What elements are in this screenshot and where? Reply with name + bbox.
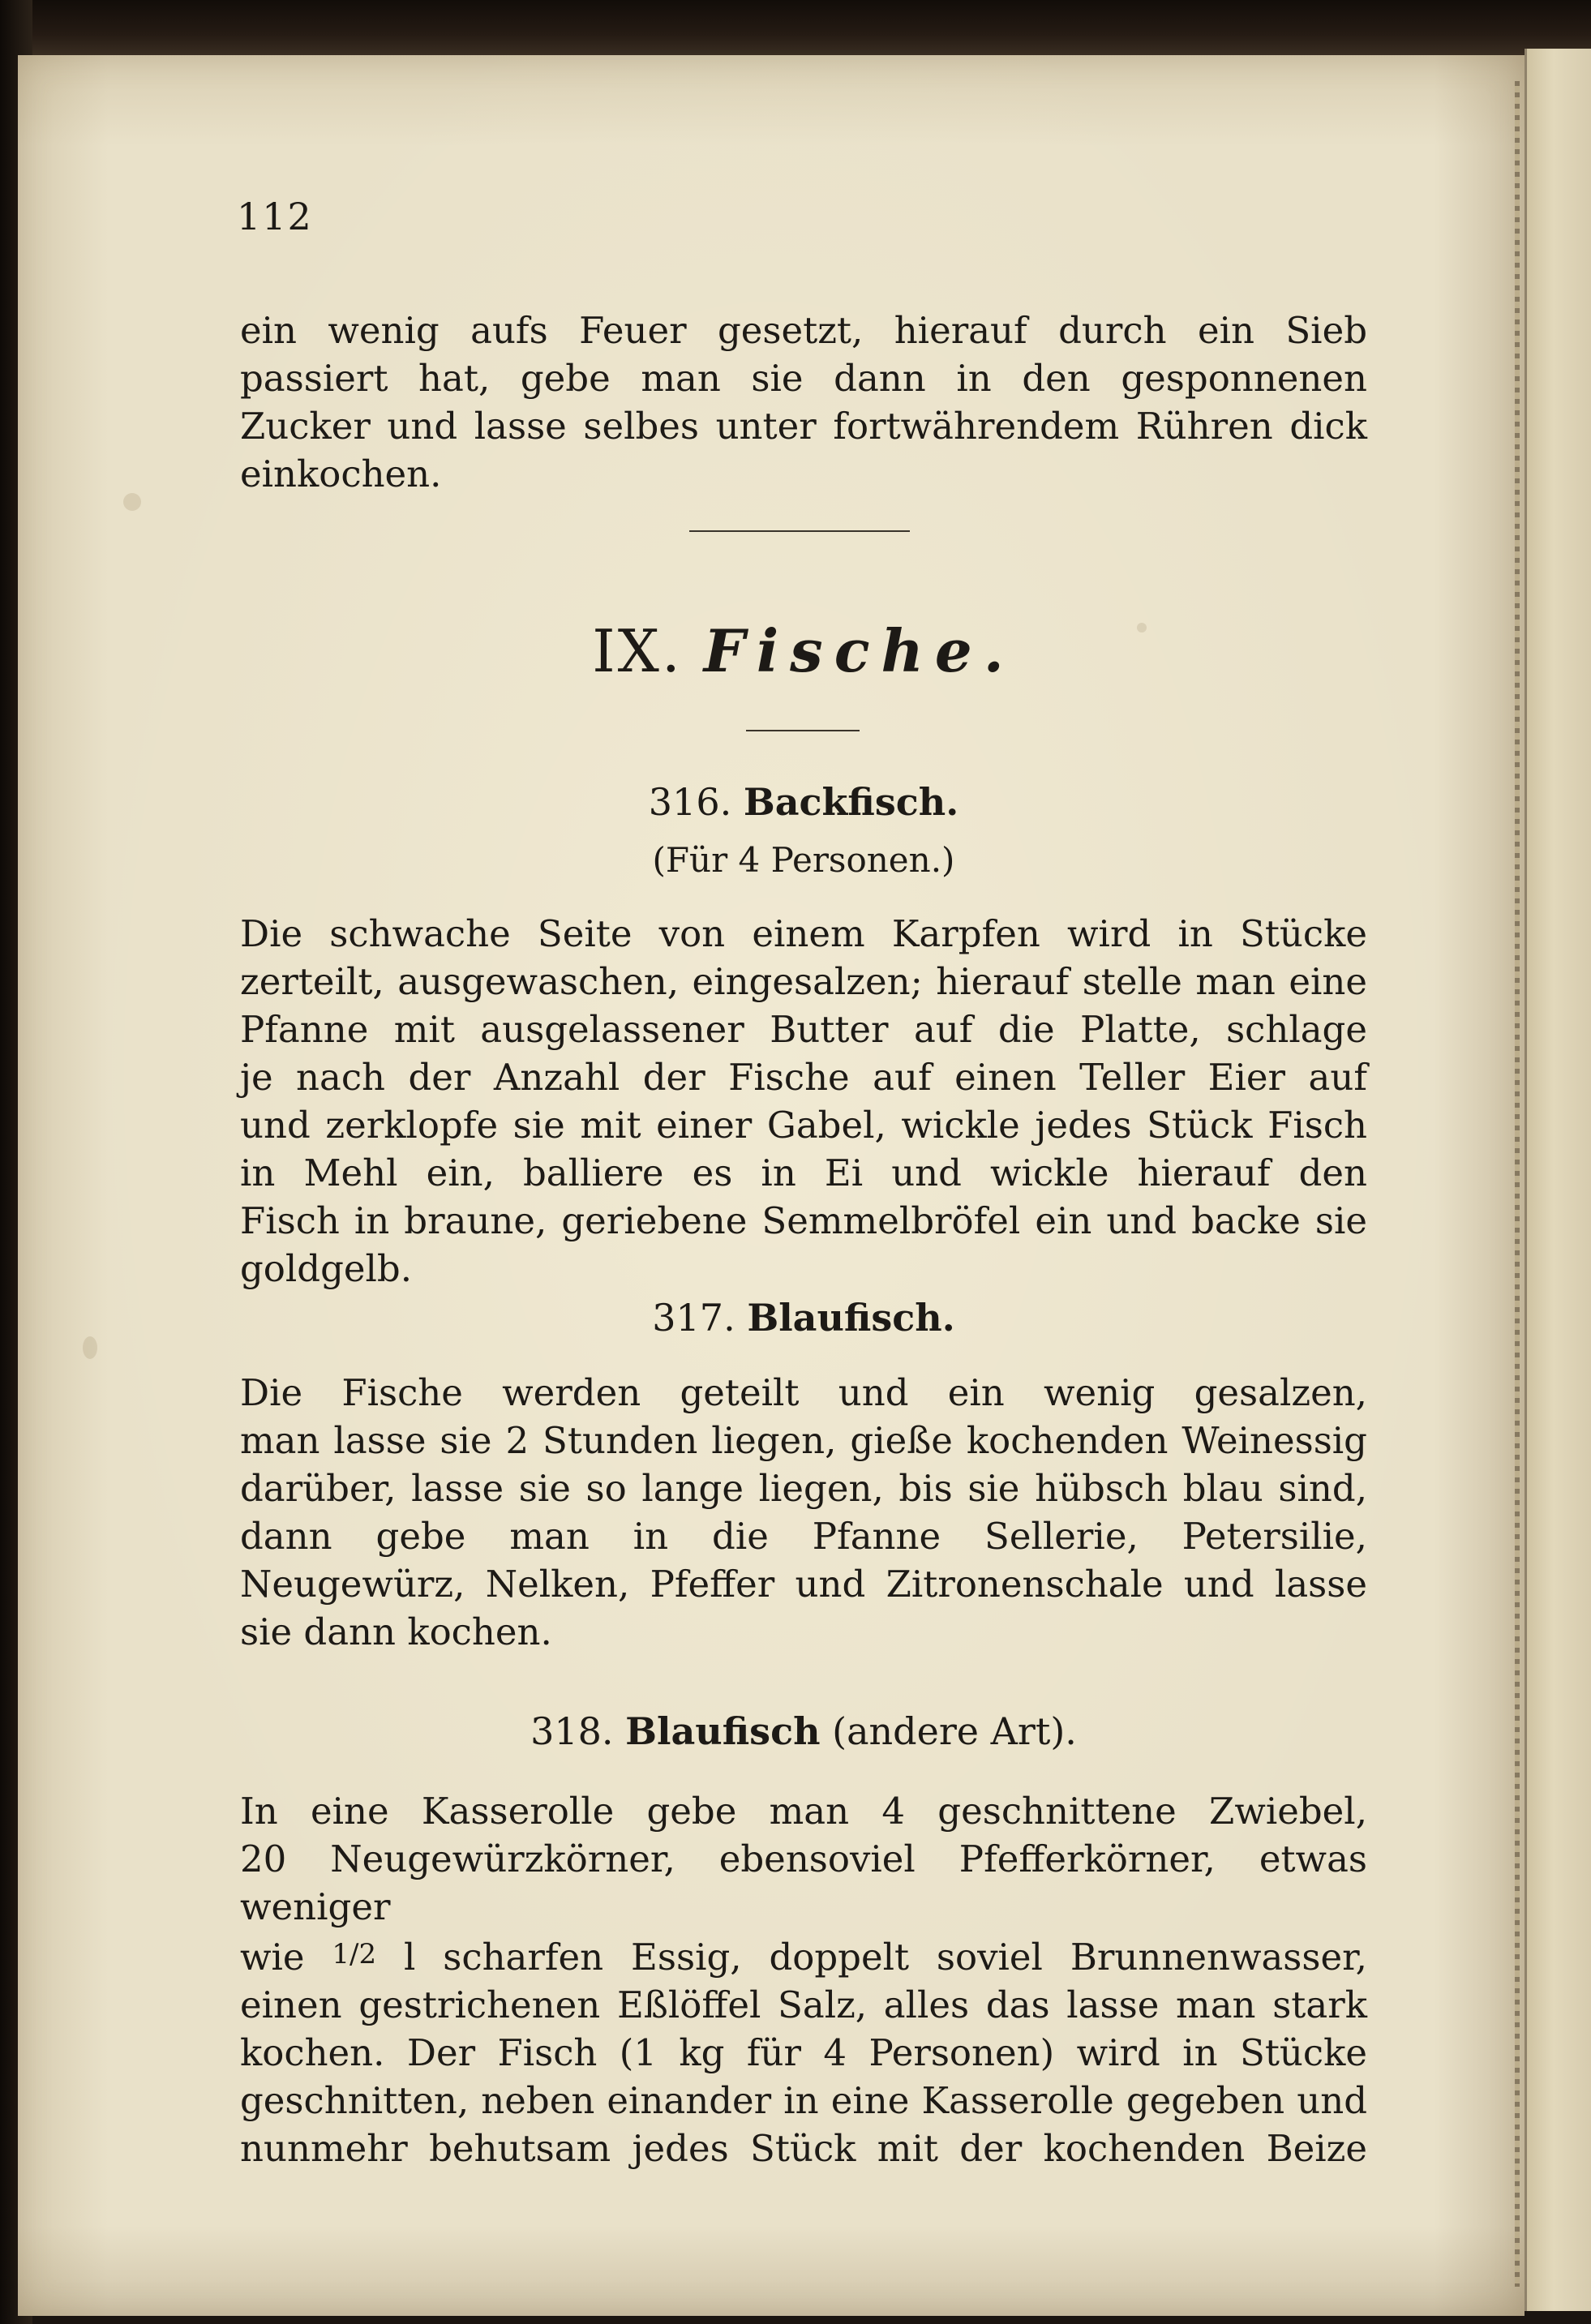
chapter-numeral: IX. xyxy=(592,617,683,685)
recipe-heading xyxy=(240,1709,1367,1753)
text-line: man lasse sie 2 Stunden liegen, gieße kochenden Weinessig xyxy=(240,1419,1367,1462)
text-line: Neugewürz, Nelken, Pfeffer und Zitronenschale und lasse xyxy=(240,1563,1367,1606)
recipe-name: Backfisch. xyxy=(743,780,959,824)
recipe-name: Blaufisch xyxy=(625,1709,821,1753)
section-divider xyxy=(689,530,910,532)
continuation-paragraph xyxy=(240,307,1367,498)
text-fragment: l scharfen Essig, doppelt soviel Brunnenwasser, xyxy=(404,1936,1367,1979)
chapter-heading xyxy=(240,616,1367,685)
adjacent-page-edge xyxy=(1525,49,1591,2311)
recipe-number: 316. xyxy=(648,780,732,824)
recipe-paragraph xyxy=(240,910,1367,1293)
chapter-title: Fische. xyxy=(703,616,1015,685)
text-line: zerteilt, ausgewaschen, eingesalzen; hierauf stelle man eine xyxy=(240,960,1367,1003)
text-line: goldgelb. xyxy=(240,1247,413,1290)
recipe-number: 318. xyxy=(530,1709,614,1753)
text-line: Die Fische werden geteilt und ein wenig gesalzen, xyxy=(240,1371,1367,1414)
text-line: kochen. Der Fisch (1 kg für 4 Personen) wird in Stücke xyxy=(240,2031,1367,2074)
text-line: einkochen. xyxy=(240,452,442,495)
recipe-name: Blaufisch. xyxy=(747,1296,955,1340)
text-line: sie dann kochen. xyxy=(240,1610,552,1653)
text-line: ein wenig aufs Feuer gesetzt, hierauf durch ein Sieb xyxy=(240,309,1367,352)
text-line xyxy=(240,1931,1367,1981)
text-line: dann gebe man in die Pfanne Sellerie, Petersilie, xyxy=(240,1515,1367,1558)
text-line: einen gestrichenen Eßlöffel Salz, alles das lasse man stark xyxy=(240,1983,1367,2026)
fraction: 1/2 xyxy=(332,1938,377,1970)
recipe-paragraph xyxy=(240,1787,1367,2172)
text-line: nunmehr behutsam jedes Stück mit der kochenden Beize xyxy=(240,2127,1367,2170)
text-line: und zerklopfe sie mit einer Gabel, wickle jedes Stück Fisch xyxy=(240,1104,1367,1147)
text-line: Fisch in braune, geriebene Semmelbröfel ein und backe sie xyxy=(240,1199,1367,1242)
paper-spot xyxy=(83,1336,97,1359)
text-fragment: wie xyxy=(240,1936,305,1979)
recipe-paragraph xyxy=(240,1369,1367,1656)
text-line: je nach der Anzahl der Fische auf einen Teller Eier auf xyxy=(240,1056,1367,1099)
page-number: 112 xyxy=(237,195,313,238)
recipe-heading xyxy=(240,1296,1367,1340)
text-line: Pfanne mit ausgelassener Butter auf die Platte, schlage xyxy=(240,1008,1367,1051)
paper-spot xyxy=(123,493,141,511)
text-line: darüber, lasse sie so lange liegen, bis sie hübsch blau sind, xyxy=(240,1467,1367,1510)
text-line: passiert hat, gebe man sie dann in den gesponnenen xyxy=(240,357,1367,400)
chapter-underline xyxy=(746,730,860,731)
text-line: Die schwache Seite von einem Karpfen wird in Stücke xyxy=(240,912,1367,955)
text-line: in Mehl ein, balliere es in Ei und wickle hierauf den xyxy=(240,1151,1367,1194)
text-line: geschnitten, neben einander in eine Kasserolle gegeben und xyxy=(240,2079,1367,2122)
recipe-number: 317. xyxy=(652,1296,735,1340)
recipe-name-suffix: (andere Art). xyxy=(832,1709,1077,1753)
text-line: Zucker und lasse selbes unter fortwährendem Rühren dick xyxy=(240,405,1367,448)
book-binding-top xyxy=(0,0,1591,57)
text-line: In eine Kasserolle gebe man 4 geschnittene Zwiebel, xyxy=(240,1790,1367,1833)
recipe-servings: (Für 4 Personen.) xyxy=(652,840,955,880)
recipe-heading xyxy=(240,780,1367,824)
text-line: 20 Neugewürzkörner, ebensoviel Pfefferkörner, etwas weniger xyxy=(240,1837,1367,1928)
page-edge-deckle xyxy=(1515,81,1520,2287)
